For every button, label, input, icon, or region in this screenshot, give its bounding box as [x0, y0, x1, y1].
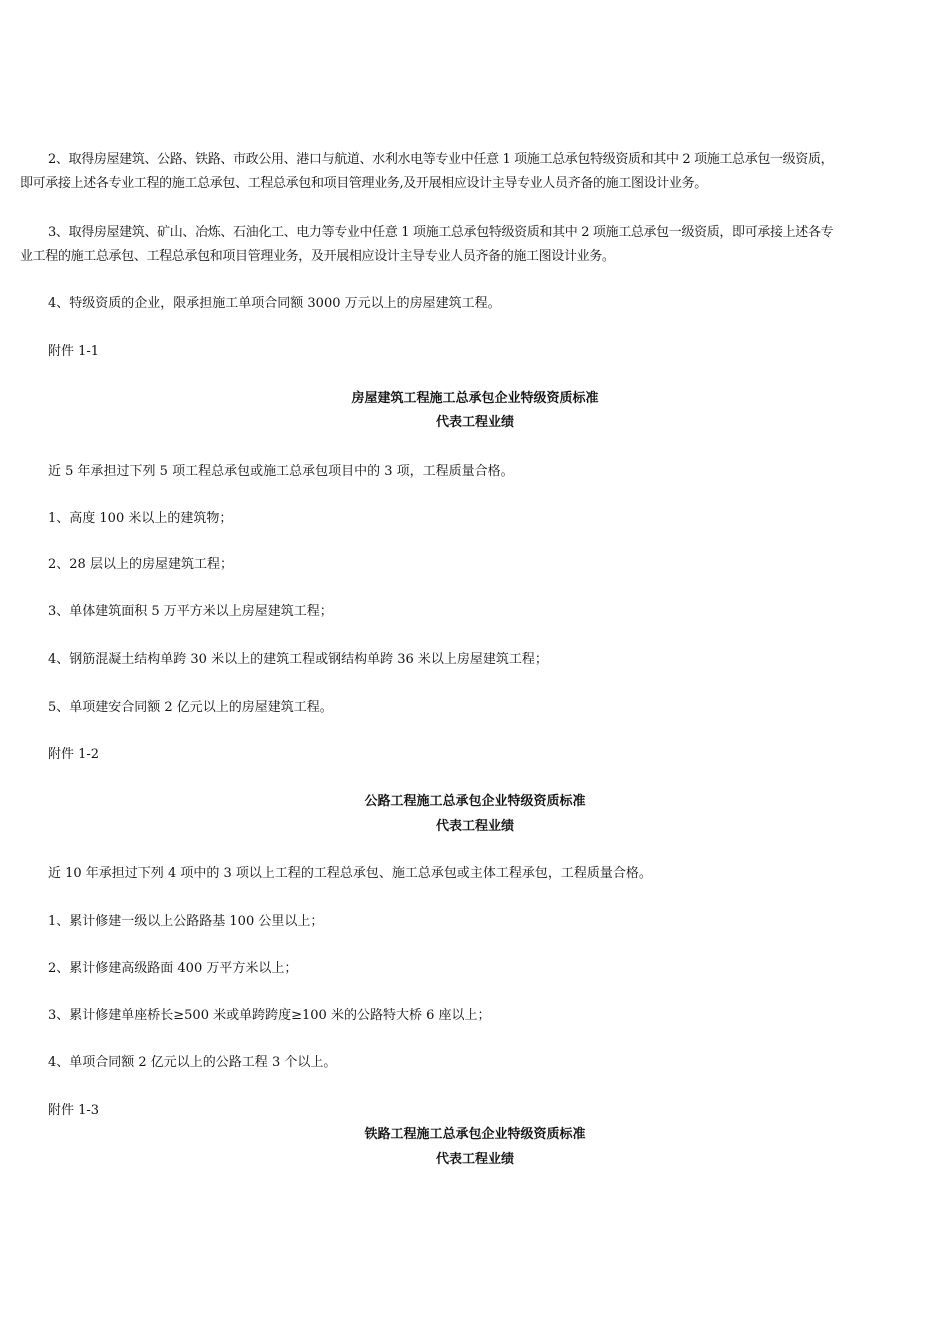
annex-1-2-subtitle: 代表工程业绩: [435, 819, 514, 834]
annex-1-2-label: 附件 1-2: [48, 747, 100, 762]
annex-1-2-title: 公路工程施工总承包企业特级资质标准: [364, 794, 586, 809]
annex-1-1-intro: 近 5 年承担过下列 5 项工程总承包或施工总承包项目中的 3 项，工程质量合格。: [48, 464, 514, 479]
paragraph-2-line-2: 即可承接上述各专业工程的施工总承包、工程总承包和项目管理业务,及开展相应设计主导专业人员齐备的施工图设计业务。: [20, 176, 707, 191]
annex-1-1-item-5: 5、单项建安合同额 2 亿元以上的房屋建筑工程。: [48, 700, 333, 715]
annex-1-1-item-4: 4、钢筋混凝土结构单跨 30 米以上的建筑工程或钢结构单跨 36 米以上房屋建筑工程；: [48, 652, 548, 667]
annex-1-1-label: 附件 1-1: [48, 344, 100, 359]
annex-1-1-item-2: 2、28 层以上的房屋建筑工程；: [48, 557, 233, 572]
annex-1-1-item-3: 3、单体建筑面积 5 万平方米以上房屋建筑工程；: [48, 604, 333, 619]
annex-1-3-title: 铁路工程施工总承包企业特级资质标准: [364, 1127, 586, 1142]
annex-1-1-title: 房屋建筑工程施工总承包企业特级资质标准: [351, 391, 599, 406]
annex-1-1-item-1: 1、高度 100 米以上的建筑物；: [48, 511, 233, 526]
annex-1-2-item-2: 2、累计修建高级路面 400 万平方米以上；: [48, 961, 298, 976]
annex-1-2-item-1: 1、累计修建一级以上公路路基 100 公里以上；: [48, 914, 324, 929]
annex-1-1-subtitle: 代表工程业绩: [435, 415, 514, 430]
paragraph-2-line-1: 2、取得房屋建筑、公路、铁路、市政公用、港口与航道、水利水电等专业中任意 1 项施工总承包特级资质和其中 2 项施工总承包一级资质，: [48, 152, 834, 167]
annex-1-3-label: 附件 1-3: [48, 1103, 100, 1118]
paragraph-3-line-1: 3、取得房屋建筑、矿山、冶炼、石油化工、电力等专业中任意 1 项施工总承包特级资质和其中 2 项施工总承包一级资质，即可承接上述各专: [48, 225, 834, 240]
annex-1-3-subtitle: 代表工程业绩: [435, 1152, 514, 1167]
annex-1-2-intro: 近 10 年承担过下列 4 项中的 3 项以上工程的工程总承包、施工总承包或主体工程承包，工程质量合格。: [48, 866, 652, 881]
paragraph-3-line-2: 业工程的施工总承包、工程总承包和项目管理业务，及开展相应设计主导专业人员齐备的施工图设计业务。: [20, 249, 615, 264]
annex-1-2-item-3: 3、累计修建单座桥长≥500 米或单跨跨度≥100 米的公路特大桥 6 座以上；: [48, 1008, 491, 1023]
annex-1-2-item-4: 4、单项合同额 2 亿元以上的公路工程 3 个以上。: [48, 1055, 337, 1070]
paragraph-4: 4、特级资质的企业，限承担施工单项合同额 3000 万元以上的房屋建筑工程。: [48, 296, 501, 311]
